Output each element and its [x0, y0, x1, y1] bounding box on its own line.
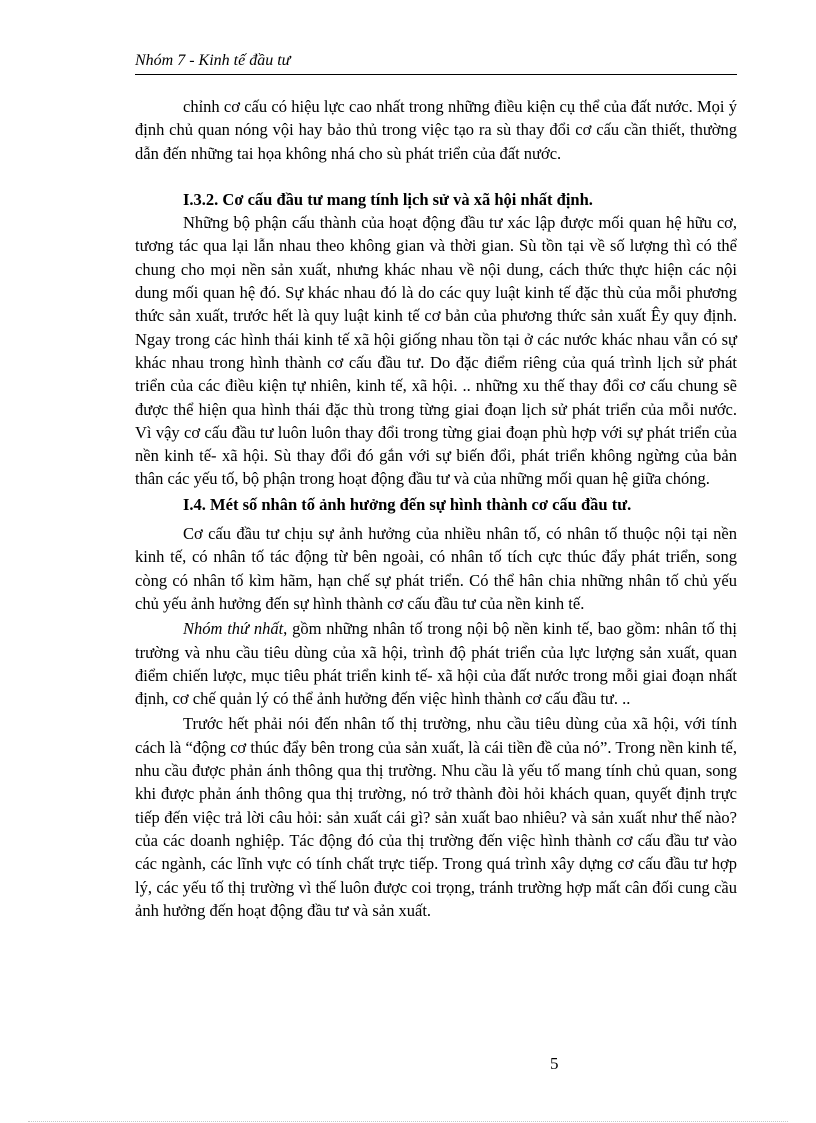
- page-bottom-rule: [28, 1121, 788, 1122]
- paragraph-1: chỉnh cơ cấu có hiệu lực cao nhất trong những điều kiện cụ thể của đất nước. Mọi ý định chủ quan nóng vội hay bảo thủ trong việc tạo ra sù thay đổi cơ cấu cần thiết, thường dẫn đến những tai họa không nhá cho sù phát triển của đất nước.: [135, 97, 737, 163]
- paragraph-5: Trước hết phải nói đến nhân tố thị trường, nhu cầu tiêu dùng của xã hội, với tính cách là “động cơ thúc đẩy bên trong của sản xuất, là cái tiền đề của nó”. Trong nền kinh tế, nhu cầu được phản ánh thông qua thị trường. Nhu cầu là yếu tố mang tính chủ quan, song khi được phản ánh thông qua thị trường, nó trở thành đòi hỏi khách quan, quyết định trực tiếp đến việc trả lời câu hỏi: sản xuất cái gì? sản xuất bao nhiêu? và sản xuất như thế nào? của các doanh nghiệp. Tác động đó của thị trường đến việc hình thành cơ cấu đầu tư vào các ngành, các lĩnh vực có tính chất trực tiếp. Trong quá trình xây dựng cơ cấu đầu tư hợp lý, các yếu tố thị trường vì thế luôn được coi trọng, tránh trường hợp mất cân đối cung cầu ảnh hưởng đến hoạt động đầu tư và sản xuất.: [135, 714, 737, 920]
- paragraph-3: Cơ cấu đầu tư chịu sự ảnh hưởng của nhiều nhân tố, có nhân tố thuộc nội tại nền kinh tế, có nhân tố tác động từ bên ngoài, có nhân tố tích cực thúc đẩy phát triển, song còng có nhân tố kìm hãm, hạn chế sự phát triển. Có thể hân chia những nhân tố chủ yếu chủ yếu ảnh hưởng đến sự hình thành cơ cấu đầu tư của nền kinh tế.: [135, 524, 737, 613]
- page-header: [135, 50, 737, 75]
- paragraph-4-lead: Nhóm thứ nhất: [183, 619, 284, 639]
- page-number: 5: [550, 1054, 559, 1073]
- paragraph-4-rest: , gồm những nhân tố trong nội bộ nền kinh tế, bao gồm: nhân tố thị trường và nhu cầu tiêu dùng của xã hội, trình độ phát triển của lực lượng sản xuất, quan điểm chiến lược, mục tiêu phát triển kinh tế- xã hội của đất nước trong mỗi giai đoạn nhất định, cơ chế quản lý có thể ảnh hưởng đến việc hình thành cơ cấu đầu tư. ..: [135, 619, 737, 709]
- header-title: Nhóm 7 - Kinh tế đầu tư: [135, 52, 291, 69]
- document-body: [135, 95, 737, 922]
- paragraph-4: [135, 617, 737, 710]
- section-heading-1-4: I.4. Mét số nhân tố ảnh hưởng đến sự hình thành cơ cấu đầu tư.: [183, 494, 632, 514]
- paragraph-2: Những bộ phận cấu thành của hoạt động đầu tư xác lập được mối quan hệ hữu cơ, tương tác qua lại lẫn nhau theo không gian và thời gian. Sù tồn tại về số lượng thì có thể chung cho mọi nền sản xuất, nhưng khác nhau về nội dung, cách thức thực hiện các nội dung mối quan hệ đó. Sự khác nhau đó là do các quy luật kinh tế đặc thù của mỗi phương thức sản xuất, trước hết là quy luật kinh tế cơ bản của phương thức sản xuất Êy quy định. Ngay trong các hình thái kinh tế xã hội giống nhau tồn tại ở các nước khác nhau vẫn có sự khác nhau trong hình thành cơ cấu đầu tư. Do đặc điểm riêng của quá trình lịch sử phát triển của các điều kiện tự nhiên, kinh tế, xã hội. .. những xu thế thay đổi cơ cấu chung sẽ được thể hiện qua hình thái đặc thù trong từng giai đoạn lịch sử phát triển của mỗi nước. Vì vậy cơ cấu đầu tư luôn luôn thay đổi trong từng giai đoạn phù hợp với sự phát triển của nền kinh tế- xã hội. Sù thay đổi đó gắn với sự biến đổi, phát triển không ngừng của bản thân các yếu tố, bộ phận trong hoạt động đầu tư và của những mối quan hệ giữa chóng.: [135, 213, 737, 489]
- section-heading-1-3-2: I.3.2. Cơ cấu đầu tư mang tính lịch sử và xã hội nhất định.: [183, 189, 593, 209]
